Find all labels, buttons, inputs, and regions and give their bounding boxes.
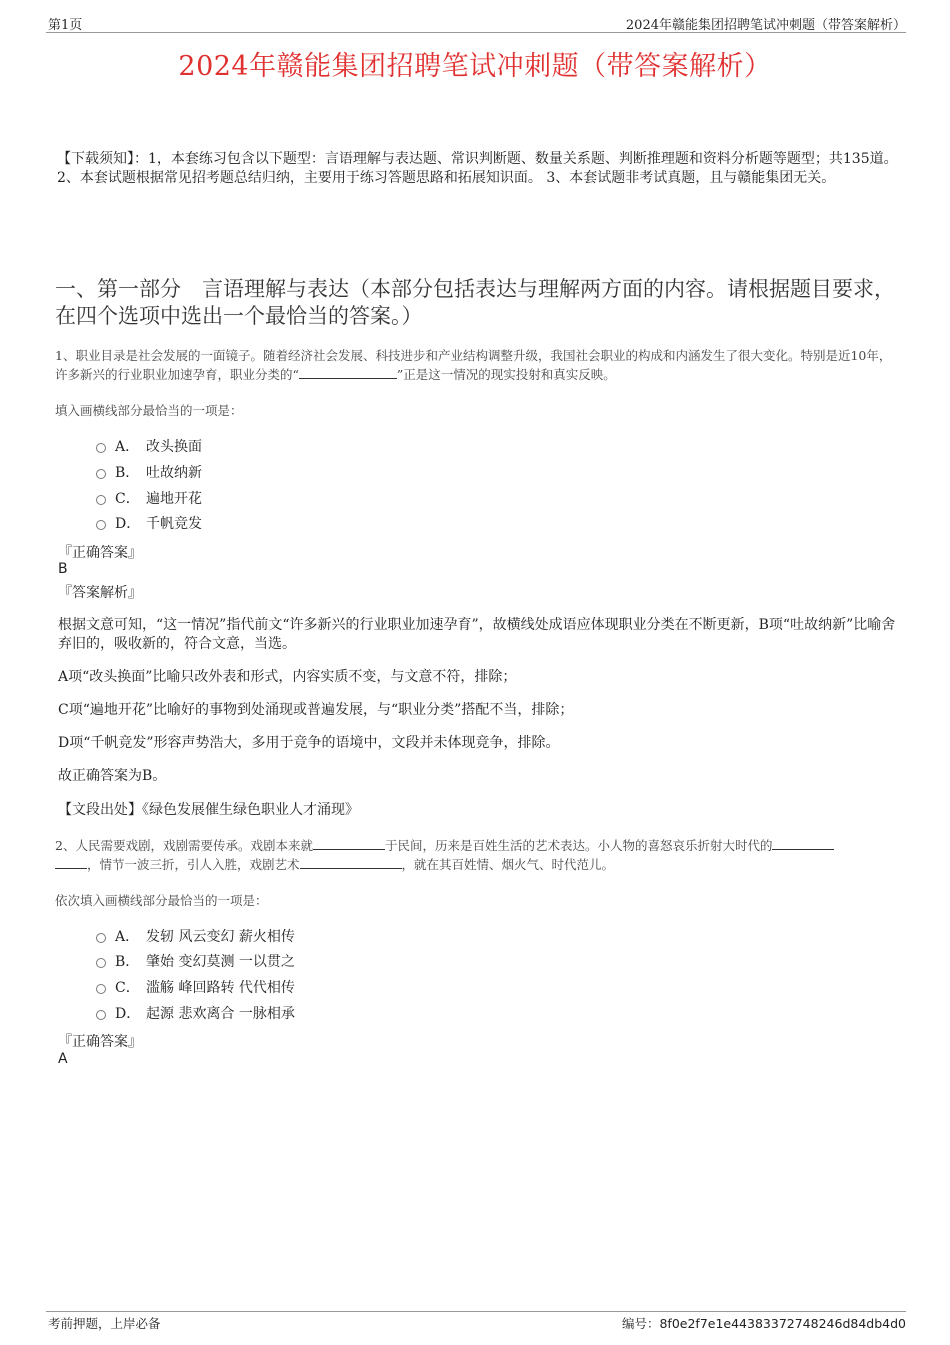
running-header-title: 2024年赣能集团招聘笔试冲刺题（带答案解析） bbox=[625, 18, 906, 33]
radio-icon[interactable] bbox=[96, 495, 106, 505]
page-number: 第1页 bbox=[48, 18, 83, 33]
section-heading: 一、第一部分 言语理解与表达（本部分包括表达与理解两方面的内容。请根据题目要求，在四个选项中选出一个最恰当的答案。） bbox=[55, 277, 895, 328]
radio-icon[interactable] bbox=[96, 984, 106, 994]
question-1-analysis-label: 『答案解析』 bbox=[58, 585, 142, 601]
question-2-prompt: 依次填入画横线部分最恰当的一项是： bbox=[55, 893, 268, 908]
radio-icon[interactable] bbox=[96, 469, 106, 479]
footer-slogan: 考前押题，上岸必备 bbox=[48, 1316, 161, 1331]
question-1-text-part1: 1、职业目录是社会发展的一面镜子。随着经济社会发展、科技进步和产业结构调整升级，我国社会职业的构成和内涵发生了很大变化。特别是近10年，许多新兴的行业职业加速孕育，职业分类的“ bbox=[55, 348, 892, 382]
question-2-answer: A bbox=[58, 1051, 68, 1067]
header-divider bbox=[46, 32, 906, 33]
question-1-answer: B bbox=[58, 561, 68, 577]
question-1-option-b[interactable]: B． 吐故纳新 bbox=[96, 462, 202, 482]
question-1-stem bbox=[55, 346, 903, 384]
question-1-text-part2: ”正是这一情况的现实投射和真实反映。 bbox=[396, 367, 616, 382]
footer-code-label: 编号： bbox=[621, 1316, 660, 1331]
question-2-option-d[interactable]: D． 起源 悲欢离合 一脉相承 bbox=[96, 1003, 295, 1023]
footer-code-value: 8f0e2f7e1e44383372748246d84db4d0 bbox=[659, 1316, 906, 1331]
radio-icon[interactable] bbox=[96, 1010, 106, 1020]
question-2-blank-2-cont bbox=[55, 856, 87, 869]
question-1-analysis-para-3: C项“遍地开花”比喻好的事物到处涌现或普遍发展，与“职业分类”搭配不当，排除； bbox=[58, 702, 574, 718]
radio-icon[interactable] bbox=[96, 958, 106, 968]
radio-icon[interactable] bbox=[96, 443, 106, 453]
document-title: 2024年赣能集团招聘笔试冲刺题（带答案解析） bbox=[178, 51, 772, 82]
question-2-answer-label: 『正确答案』 bbox=[58, 1034, 142, 1050]
radio-icon[interactable] bbox=[96, 520, 106, 530]
question-1-blank bbox=[299, 366, 397, 379]
question-1-option-d[interactable]: D． 千帆竞发 bbox=[96, 513, 202, 533]
question-1-analysis-para-1: 根据文意可知，“这一情况”指代前文“许多新兴的行业职业加速孕育”，故横线处成语应体现职业分类在不断更新，B项“吐故纳新”比喻舍弃旧的，吸收新的，符合文意，当选。 bbox=[58, 617, 896, 652]
question-1-prompt: 填入画横线部分最恰当的一项是： bbox=[55, 403, 243, 418]
question-2-option-a[interactable]: A． 发轫 风云变幻 薪火相传 bbox=[96, 926, 295, 946]
question-1-answer-label: 『正确答案』 bbox=[58, 545, 142, 561]
radio-icon[interactable] bbox=[96, 933, 106, 943]
question-1-option-c[interactable]: C． 遍地开花 bbox=[96, 488, 202, 508]
question-2-option-b[interactable]: B． 肇始 变幻莫测 一以贯之 bbox=[96, 951, 295, 971]
question-1-analysis-para-2: A项“改头换面”比喻只改外表和形式，内容实质不变，与文意不符，排除； bbox=[58, 669, 517, 685]
download-notice: 【下载须知】：1，本套练习包含以下题型：言语理解与表达题、常识判断题、数量关系题、判断推理题和资料分析题等题型；共135道。 2、本套试题根据常见招考题总结归纳，主要用于练习答题思路和拓展知识面。 3、本套试题非考试真题，且与赣能集团无关。 bbox=[57, 151, 898, 186]
question-2-blank-2 bbox=[772, 837, 834, 850]
footer-divider bbox=[46, 1311, 906, 1312]
question-2-option-c[interactable]: C． 滥觞 峰回路转 代代相传 bbox=[96, 977, 295, 997]
question-2-blank-3 bbox=[300, 856, 402, 869]
question-2-blank-1 bbox=[313, 837, 385, 850]
question-1-source: 【文段出处】《绿色发展催生绿色职业人才涌现》 bbox=[58, 802, 359, 818]
footer-code bbox=[622, 1314, 906, 1332]
question-1-option-a[interactable]: A． 改头换面 bbox=[96, 436, 202, 456]
question-1-analysis-para-5: 故正确答案为B。 bbox=[58, 768, 167, 784]
question-1-analysis-para-4: D项“千帆竞发”形容声势浩大，多用于竞争的语境中，文段并未体现竞争，排除。 bbox=[58, 735, 560, 751]
question-2-stem: 2、人民需要戏剧，戏剧需要传承。戏剧本来就 于民间，历来是百姓生活的艺术表达。小人物的喜怒哀乐折射大时代的 ，情节一波三折，引人入胜，戏剧艺术 ，就在其百姓情、烟火气、时代范儿。 bbox=[55, 836, 903, 874]
